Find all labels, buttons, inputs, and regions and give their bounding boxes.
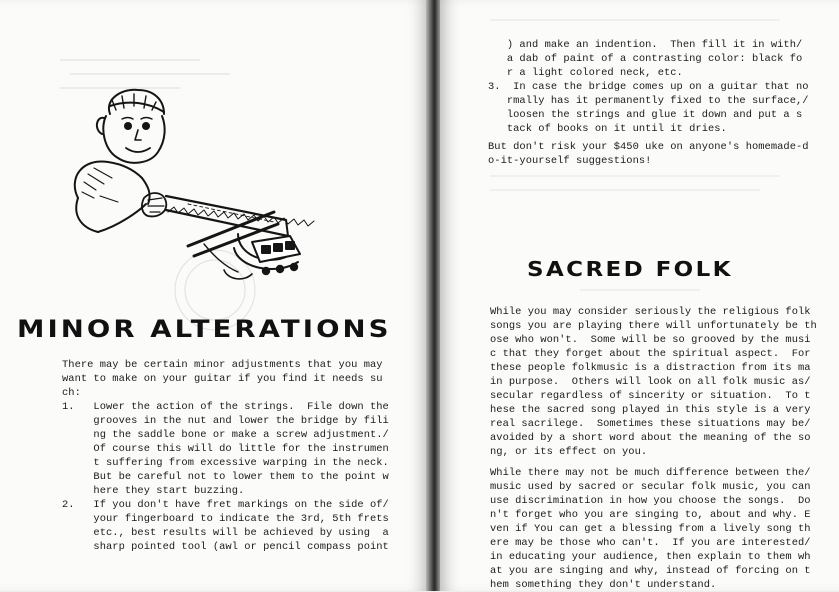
text-line: But don't risk your $450 uke on anyone's homemade-d xyxy=(488,141,809,153)
text-line: ng, or its effect on you. xyxy=(490,446,648,458)
text-line: real sacrilege. Sometimes these situations may be/ xyxy=(490,418,811,430)
text-line: etc., best results will be achieved by using a xyxy=(62,527,389,539)
text-line: While you may consider seriously the religious folk xyxy=(490,306,811,318)
text-line: here they start buzzing. xyxy=(62,485,245,497)
text-line: music used by sacred or secular folk music, you can xyxy=(490,481,811,493)
text-line: avoided by a short word about the meaning of the so xyxy=(490,432,811,444)
text-line: sharp pointed tool (awl or pencil compass point xyxy=(62,541,389,553)
text-line: these people folkmusic is a distraction from its ma xyxy=(490,362,811,374)
text-line: o-it-yourself suggestions! xyxy=(488,155,652,167)
text-line: secular regardless of sincerity or situation. To t xyxy=(490,390,811,402)
text-line: There may be certain minor adjustments that you may xyxy=(62,359,383,371)
list-item-1: 1. Lower the action of the strings. File down the xyxy=(62,401,389,413)
text-line: c that they forget about the spiritual aspect. For xyxy=(490,348,811,360)
text-line: ) and make an indention. Then fill it in with/ xyxy=(488,39,803,51)
text-line: in educating your audience, then explain to them wh xyxy=(490,551,811,563)
text-line: t suffering from excessive warping in the neck. xyxy=(62,457,389,469)
man-sawing-guitar-illustration xyxy=(38,86,318,286)
text-line: loosen the strings and glue it down and put a s xyxy=(488,109,803,121)
text-line: hese the sacred song played in this style is a very xyxy=(490,404,811,416)
text-line: a dab of paint of a contrasting color: black fo xyxy=(488,53,803,65)
page-heading-minor-alterations: MINOR ALTERATIONS xyxy=(17,316,392,344)
text-line: rmally has it permanently fixed to the surface,/ xyxy=(488,95,809,107)
text-line: songs you are playing there will unfortunately be th xyxy=(490,320,817,332)
text-line: grooves in the nut and lower the bridge by fili xyxy=(62,415,389,427)
text-line: n't forget who you are singing to, about and why. E xyxy=(490,509,811,521)
text-line: r a light colored neck, etc. xyxy=(488,67,683,79)
text-line: at you are singing and why, instead of forcing on t xyxy=(490,565,811,577)
text-line: want to make on your guitar if you find it needs su xyxy=(62,373,383,385)
text-line: ch: xyxy=(62,387,81,399)
text-line: ose who won't. Some will be so grooved by the musi xyxy=(490,334,811,346)
page-heading-sacred-folk: SACRED FOLK xyxy=(527,258,733,282)
list-item-2: 2. If you don't have fret markings on the side of/ xyxy=(62,499,389,511)
text-line: ven if You can get a blessing from a lively song th xyxy=(490,523,811,535)
text-line: But be careful not to lower them to the point w xyxy=(62,471,389,483)
text-line: tack of books on it until it dries. xyxy=(488,123,727,135)
text-line: While there may not be much difference between the/ xyxy=(490,467,811,479)
text-line: hem something they don't understand. xyxy=(490,579,717,591)
list-item-3: 3. In case the bridge comes up on a guitar that no xyxy=(488,81,809,93)
text-line: ng the saddle bone or make a screw adjustment./ xyxy=(62,429,389,441)
text-line: Of course this will do little for the instrumen xyxy=(62,443,389,455)
text-line: ere may be those who can't. If you are interested/ xyxy=(490,537,811,549)
text-line: use discrimination in how you choose the songs. Do xyxy=(490,495,811,507)
text-line: your fingerboard to indicate the 3rd, 5th frets xyxy=(62,513,389,525)
text-line: in purpose. Others will look on all folk music as/ xyxy=(490,376,811,388)
